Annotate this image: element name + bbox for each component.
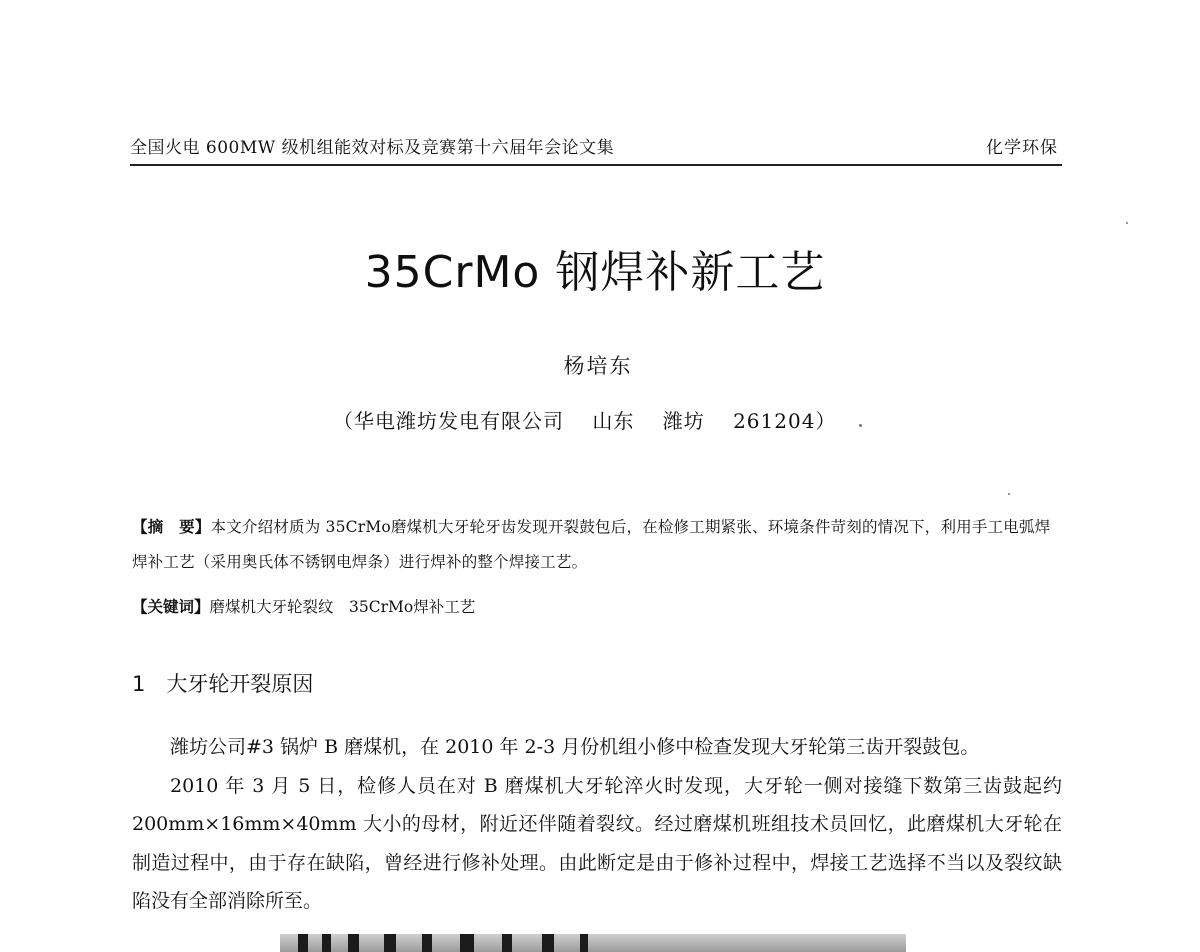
photo-dark-band [422,934,432,952]
header-rule [130,164,1062,166]
proceedings-title: 全国火电 600MW 级机组能效对标及竞赛第十六届年会论文集 [130,138,615,158]
running-header [130,131,1060,161]
photo-dark-band [348,934,359,952]
author-affiliation: （华电潍坊发电有限公司 山东 潍坊 261204） [333,409,837,433]
abstract-label: 【摘 要】 [132,518,211,536]
section-body [132,728,1062,921]
abstract [132,510,1062,580]
abstract-text: 本文介绍材质为 35CrMo磨煤机大牙轮牙齿发现开裂鼓包后，在检修工期紧张、环境条件苛刻的情况下，利用手工电弧焊焊补工艺（采用奥氏体不锈钢电焊条）进行焊补的整个焊接工艺。 [132,518,1051,571]
scan-speck [1126,222,1128,224]
figure-photo-partial [280,934,906,952]
photo-dark-band [322,934,331,952]
author-name: 杨培东 [563,354,633,378]
photo-dark-band [384,934,396,952]
photo-dark-band [502,934,512,952]
body-paragraph: 潍坊公司#3 锅炉 B 磨煤机，在 2010 年 2-3 月份机组小修中检查发现大牙轮第三齿开裂鼓包。 [170,736,980,758]
photo-dark-band [542,934,554,952]
paper-title: 35CrMo 钢焊补新工艺 [364,247,826,298]
section-heading: 1 大牙轮开裂原因 [132,672,314,696]
section-category: 化学环保 [986,138,1058,158]
scan-speck [1008,493,1010,495]
photo-dark-band [298,934,308,952]
keywords-text: 磨煤机大牙轮裂纹 35CrMo焊补工艺 [209,598,476,616]
keywords [132,592,1062,622]
body-paragraph: 2010 年 3 月 5 日，检修人员在对 B 磨煤机大牙轮淬火时发现，大牙轮一侧对接缝下数第三齿鼓起约 200mm×16mm×40mm 大小的母材，附近还伴随着裂纹。经过磨煤机班组技术员回忆，此磨煤机大牙轮在制造过程中，由于存在缺陷，曾经进行修补处理。由此断定是由于修补过程中，焊接工艺选择不当以及裂纹缺陷没有全部消除所至。 [132,774,1062,912]
scan-speck [859,424,862,427]
photo-dark-band [460,934,474,952]
photo-dark-band [580,934,588,952]
keywords-label: 【关键词】 [132,598,210,616]
